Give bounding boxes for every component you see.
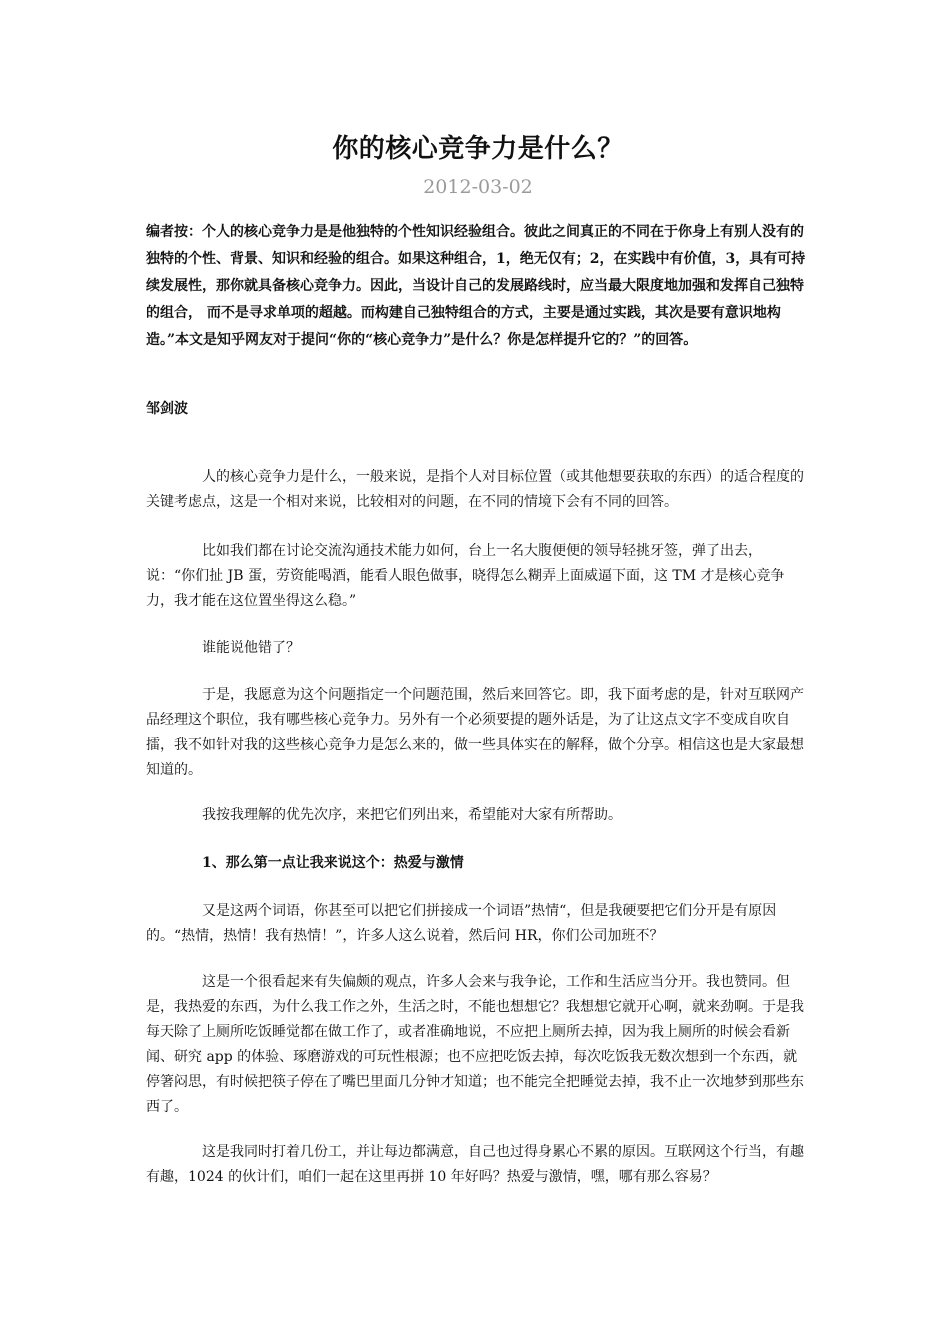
article-date: 2012-03-02 (423, 176, 533, 198)
section-heading-1: 1、那么第一点让我来说这个：热爱与激情 (202, 855, 464, 871)
paragraph-1: 人的核心竞争力是什么，一般来说，是指个人对目标位置（或其他想要获取的东西）的适合程度的关键考虑点，这是一个相对来说，比较相对的问题，在不同的情境下会有不同的回答。 (146, 469, 804, 510)
paragraph-7: 这是一个很看起来有失偏颇的观点，许多人会来与我争论，工作和生活应当分开。我也赞同。但是，我热爱的东西，为什么我工作之外，生活之时，不能也想想它？我想想它就开心啊，就来劲啊。于是我每天除了上厕所吃饭睡觉都在做工作了，或者准确地说，不应把上厕所去掉，因为我上厕所的时候会看新闻、研究 app 的体验、琢磨游戏的可玩性根源；也不应把吃饭去掉，每次吃饭我无数次想到一个东西，就停箸闷思，有时候把筷子停在了嘴巴里面几分钟才知道；也不能完全把睡觉去掉，我不止一次地梦到那些东西了。 (146, 974, 804, 1115)
article-title: 你的核心竞争力是什么？ (332, 134, 624, 164)
author-name: 邹剑波 (146, 401, 188, 417)
paragraph-3: 谁能说他错了？ (202, 640, 300, 656)
paragraph-2: 比如我们都在讨论交流沟通技术能力如何，台上一名大腹便便的领导轻挑牙签，弹了出去，说：“你们扯 JB 蛋，劳资能喝酒，能看人眼色做事，晓得怎么糊弄上面威逼下面，这 TM 才是核心竞争力，我才能在这位置坐得这么稳。” (146, 543, 785, 609)
paragraph-8: 这是我同时打着几份工，并让每边都满意，自己也过得身累心不累的原因。互联网这个行当，有趣有趣，1024 的伙计们，咱们一起在这里再拼 10 年好吗？热爱与激情，嘿，哪有那么容易？ (146, 1144, 804, 1185)
paragraph-5: 我按我理解的优先次序，来把它们列出来，希望能对大家有所帮助。 (202, 807, 622, 823)
editor-note: 编者按：个人的核心竞争力是是他独特的个性知识经验组合。彼此之间真正的不同在于你身上有别人没有的独特的个性、背景、知识和经验的组合。如果这种组合，1，绝无仅有；2，在实践中有价值，3，具有可持续发展性，那你就具备核心竞争力。因此，当设计自己的发展路线时，应当最大限度地加强和发挥自己独特的组合， 而不是寻求单项的超越。而构建自己独特组合的方式，主要是通过实践，其次是要有意识地构造。”本文是知乎网友对于提问“你的“核心竞争力”是什么？你是怎样提升它的？”的回答。 (146, 224, 806, 348)
paragraph-4: 于是，我愿意为这个问题指定一个问题范围，然后来回答它。即，我下面考虑的是，针对互联网产品经理这个职位，我有哪些核心竞争力。另外有一个必须要提的题外话是，为了让这点文字不变成自吹自擂，我不如针对我的这些核心竞争力是怎么来的，做一些具体实在的解释，做个分享。相信这也是大家最想知道的。 (146, 687, 804, 778)
paragraph-6: 又是这两个词语，你甚至可以把它们拼接成一个词语”热情“，但是我硬要把它们分开是有原因的。“热情，热情！我有热情！”，许多人这么说着，然后问 HR，你们公司加班不？ (146, 903, 777, 944)
